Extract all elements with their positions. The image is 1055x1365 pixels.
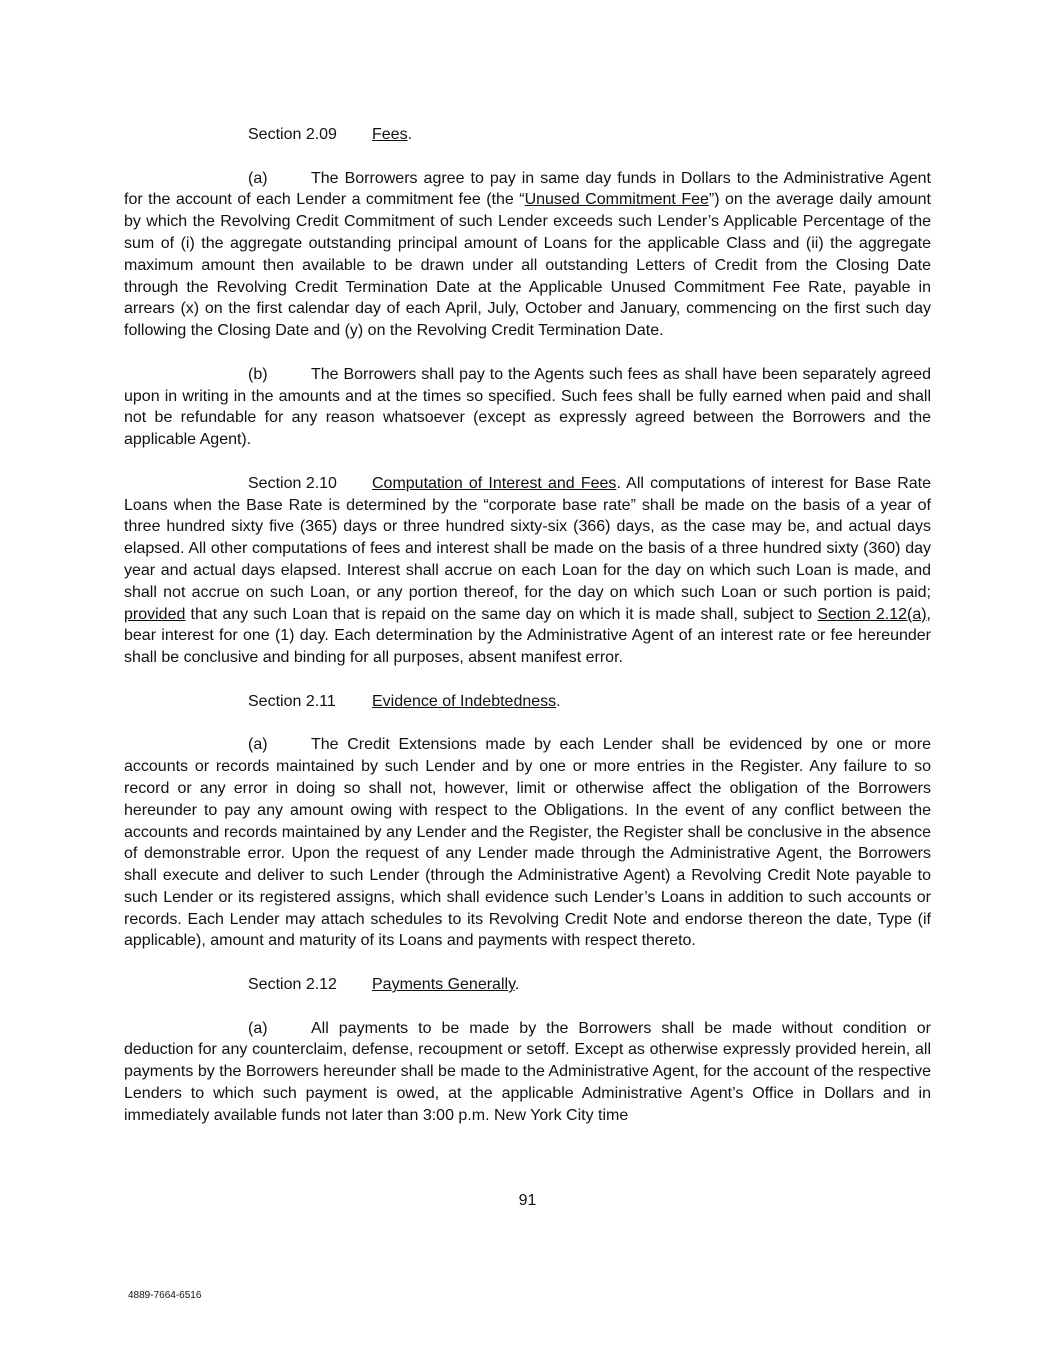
section-number: Section 2.10 [248,474,337,492]
provided-term: provided [124,605,186,623]
section-number: Section 2.12 [248,976,337,994]
section-number: Section 2.09 [248,126,337,143]
para-text: , bear interest for one (1) day. Each determination by the Administrative Agent of an interest rate or fee hereunder shall be conclusive and binding for all purposes, absent manifest error. [124,605,931,667]
section-2-09-a [124,168,931,342]
heading-punct: . [514,976,520,994]
para-text: that any such Loan that is repaid on the same day on which it is made shall, subject to [185,605,818,623]
section-title: Evidence of Indebtedness [372,692,557,710]
section-reference: Section 2.12(a) [817,605,927,623]
section-number: Section 2.11 [248,692,336,710]
para-text: ”) on the average daily amount by which the Revolving Credit Commitment of such Lender exceeds such Lender’s Applicable Percentage of the sum of (i) the aggregate outstanding principal amount of Loans for the applicable Class and (ii) the aggregate maximum amount then available to be drawn under all outstanding Letters of Credit from the Closing Date through the Revolving Credit Termination Date at the Applicable Unused Commitment Fee Rate, payable in arrears (x) on the first calendar day of each April, July, October and January, commencing on the first such day following the Closing Date and (y) on the Revolving Credit Termination Date. [124,191,931,340]
section-2-10 [124,473,931,669]
section-title: Computation of Interest and Fees [372,474,617,492]
section-2-12-a [124,1018,931,1127]
heading-punct: . [407,126,413,143]
para-text: All payments to be made by the Borrowers shall be made without condition or deduction for any counterclaim, defense, recoupment or setoff. Except as otherwise expressly provided herein, all payments by the Borrowers hereunder shall be made to the Administrative Agent, for the account of the respective Lenders to which such payment is owed, at the applicable Administrative Agent’s Office in Dollars and in immediately available funds not later than 3:00 p.m. New York City time [124,1019,931,1124]
para-text: . All computations of interest for Base Rate Loans when the Base Rate is determined by the “corporate base rate” shall be made on the basis of a year of three hundred sixty five (365) days or three hundred sixty-six (366) days, as the case may be, and actual days elapsed. All other computations of fees and interest shall be made on the basis of a three hundred sixty (360) day year and actual days elapsed. Interest shall accrue on each Loan for the day on which such Loan is made, and shall not accrue on such Loan, or any portion thereof, for the day on which such Loan or such portion is paid; [124,474,932,601]
para-text: The Borrowers agree to pay in same day funds in Dollars to the Administrative Agent for the account of each Lender a commitment fee (the “ [124,169,931,209]
page-body [124,124,931,1148]
section-title: Payments Generally [372,976,515,994]
para-label: (a) [248,1019,268,1037]
section-2-11-a [124,734,931,952]
heading-punct: . [556,692,561,710]
section-title: Fees [372,126,408,143]
para-label: (a) [248,169,268,187]
section-2-12-heading [124,974,931,996]
section-2-11-heading [124,691,931,713]
section-2-09-heading [124,124,931,146]
para-label: (a) [248,736,268,754]
para-label: (b) [248,365,268,383]
page-number: 91 [518,1192,537,1209]
para-text: The Credit Extensions made by each Lender shall be evidenced by one or more accounts or records maintained by such Lender and by one or more entries in the Register. Any failure to so record or any error in doing so shall not, however, limit or otherwise affect the obligation of the Borrowers hereunder to pay any amount owing with respect to the Obligations. In the event of any conflict between the accounts and records maintained by any Lender and the Register, the Register shall be conclusive in the absence of demonstrable error. Upon the request of any Lender made through the Administrative Agent, the Borrowers shall execute and deliver to such Lender (through the Administrative Agent) a Revolving Credit Note payable to such Lender or its registered assigns, which shall evidence such Lender’s Loans in addition to such accounts or records. Each Lender may attach schedules to its Revolving Credit Note and endorse thereon the date, Type (if applicable), amount and maturity of its Loans and payments with respect thereto. [124,736,931,950]
section-2-09-b [124,364,931,451]
defined-term: Unused Commitment Fee [524,191,709,209]
para-text: The Borrowers shall pay to the Agents such fees as shall have been separately agreed upon in writing in the amounts and at the times so specified. Such fees shall be fully earned when paid and shall not be refundable for any reason whatsoever (except as expressly agreed between the Borrowers and the applicable Agent). [124,365,931,449]
document-id: 4889-7664-6516 [128,1290,202,1301]
